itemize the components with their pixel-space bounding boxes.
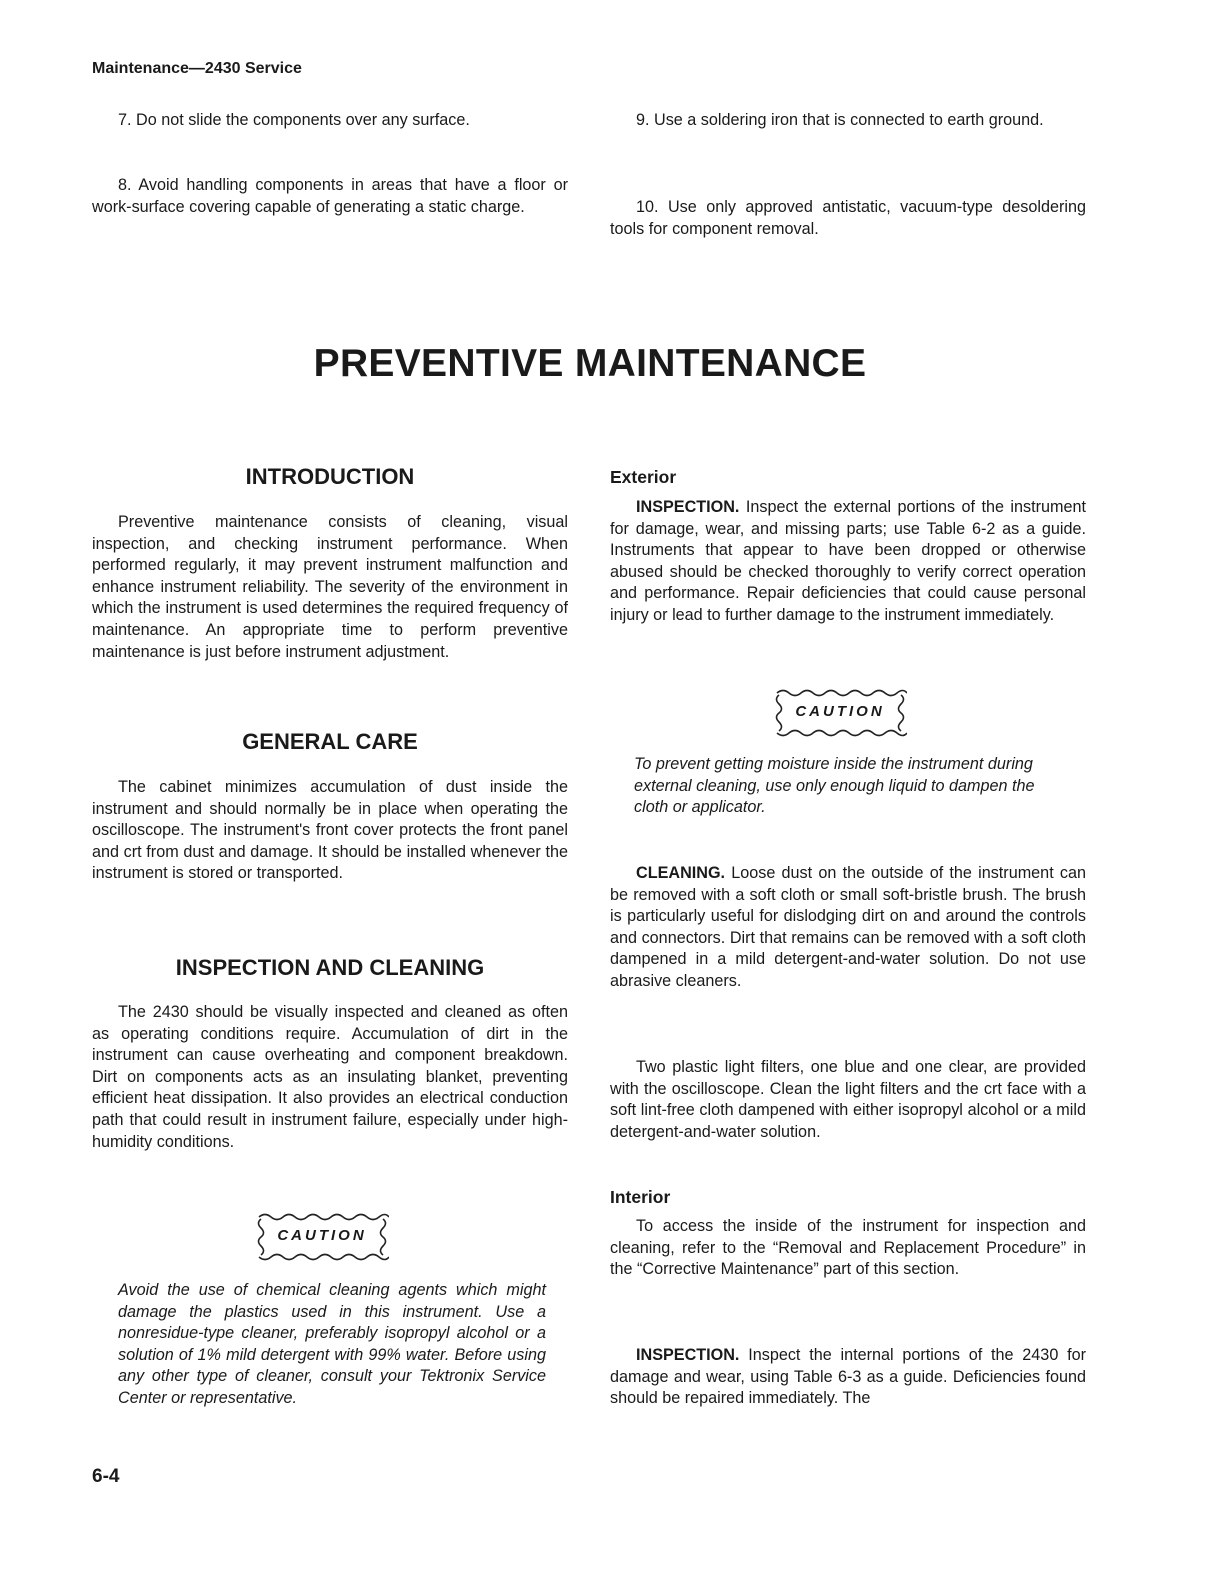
inspection-lead: INSPECTION.	[636, 498, 740, 516]
page-title: PREVENTIVE MAINTENANCE	[313, 342, 867, 385]
introduction-body: Preventive maintenance consists of cleaning, visual inspection, and checking instrument performance. When performed regularly, it may prevent instrument malfunction and enhance instrument reliability. The severity of the environment in which the instrument is used determines the required frequency of maintenance. An appropriate time to perform preventive maintenance is just before instrument adjustment.	[92, 513, 568, 661]
general-care-body: The cabinet minimizes accumulation of dust inside the instrument and should normally be in place when operating the oscilloscope. The instrument's front cover protects the front panel and crt from dust and damage. It should be installed whenever the instrument is stored or transported.	[92, 778, 568, 883]
list-item-10: 10. Use only approved antistatic, vacuum-type desoldering tools for component removal.	[610, 198, 1086, 238]
caution-text-left: Avoid the use of chemical cleaning agents which might damage the plastics used in this instrument. Use a nonresidue-type cleaner, preferably isopropyl alcohol or a solution of 1% mild detergent with 99% water. Before using any other type of cleaner, consult your Tektronix Service Center or representative.	[118, 1281, 546, 1407]
interior-access: To access the inside of the instrument for inspection and cleaning, refer to the “Removal and Replacement Procedure” in the “Corrective Maintenance” part of this section.	[610, 1217, 1086, 1279]
interior-inspection: INSPECTION. Inspect the internal portions of the 2430 for damage and wear, using Table 6-3 as a guide. Deficiencies found should be repaired immediately. The	[610, 1346, 1086, 1408]
exterior-heading: Exterior	[610, 467, 677, 487]
list-item-9: 9. Use a soldering iron that is connected to earth ground.	[636, 111, 1044, 129]
inspection-cleaning-heading: INSPECTION AND CLEANING	[175, 955, 485, 980]
page-number: 6-4	[92, 1466, 120, 1487]
inspection-cleaning-body: The 2430 should be visually inspected and cleaned as often as operating conditions require. Accumulation of dirt in the instrument can cause overheating and component breakdown. Dirt on components acts as an insulating blanket, preventing efficient heat dissipation. It also provides an electrical conduction path that could result in instrument failure, especially under high-humidity conditions.	[92, 1003, 568, 1151]
running-head: Maintenance—2430 Service	[92, 60, 302, 77]
interior-heading: Interior	[610, 1187, 671, 1207]
introduction-heading: INTRODUCTION	[245, 464, 415, 489]
caution-box-left	[255, 1211, 389, 1263]
general-care-heading: GENERAL CARE	[242, 729, 418, 754]
caution-label: CAUTION	[795, 703, 885, 720]
exterior-cleaning: CLEANING. Loose dust on the outside of the instrument can be removed with a soft cloth or small soft-bristle brush. The brush is particularly useful for dislodging dirt on and around the controls and connectors. Dirt that remains can be removed with a soft cloth dampened in a mild detergent-and-water solution. Do not use abrasive cleaners.	[610, 864, 1086, 990]
inspection-lead: INSPECTION.	[636, 1346, 740, 1364]
list-item-8: 8. Avoid handling components in areas that have a floor or work-surface covering capable of generating a static charge.	[92, 176, 568, 216]
list-item-7: 7. Do not slide the components over any surface.	[118, 111, 470, 129]
exterior-inspection: INSPECTION. Inspect the external portions of the instrument for damage, wear, and missing parts; use Table 6-2 as a guide. Instruments that appear to have been dropped or otherwise abused should be checked thoroughly to verify correct operation and performance. Repair deficiencies that could cause personal injury or lead to further damage to the instrument immediately.	[610, 498, 1086, 624]
exterior-filters: Two plastic light filters, one blue and one clear, are provided with the oscilloscope. Clean the light filters and the crt face with a soft lint-free cloth dampened with either isopropyl alcohol or a mild detergent-and-water solution.	[610, 1058, 1086, 1141]
caution-box-right	[773, 687, 907, 739]
cleaning-lead: CLEANING.	[636, 864, 726, 882]
caution-label: CAUTION	[277, 1227, 367, 1244]
caution-text-right: To prevent getting moisture inside the instrument during external cleaning, use only enough liquid to dampen the cloth or applicator.	[634, 755, 1035, 817]
